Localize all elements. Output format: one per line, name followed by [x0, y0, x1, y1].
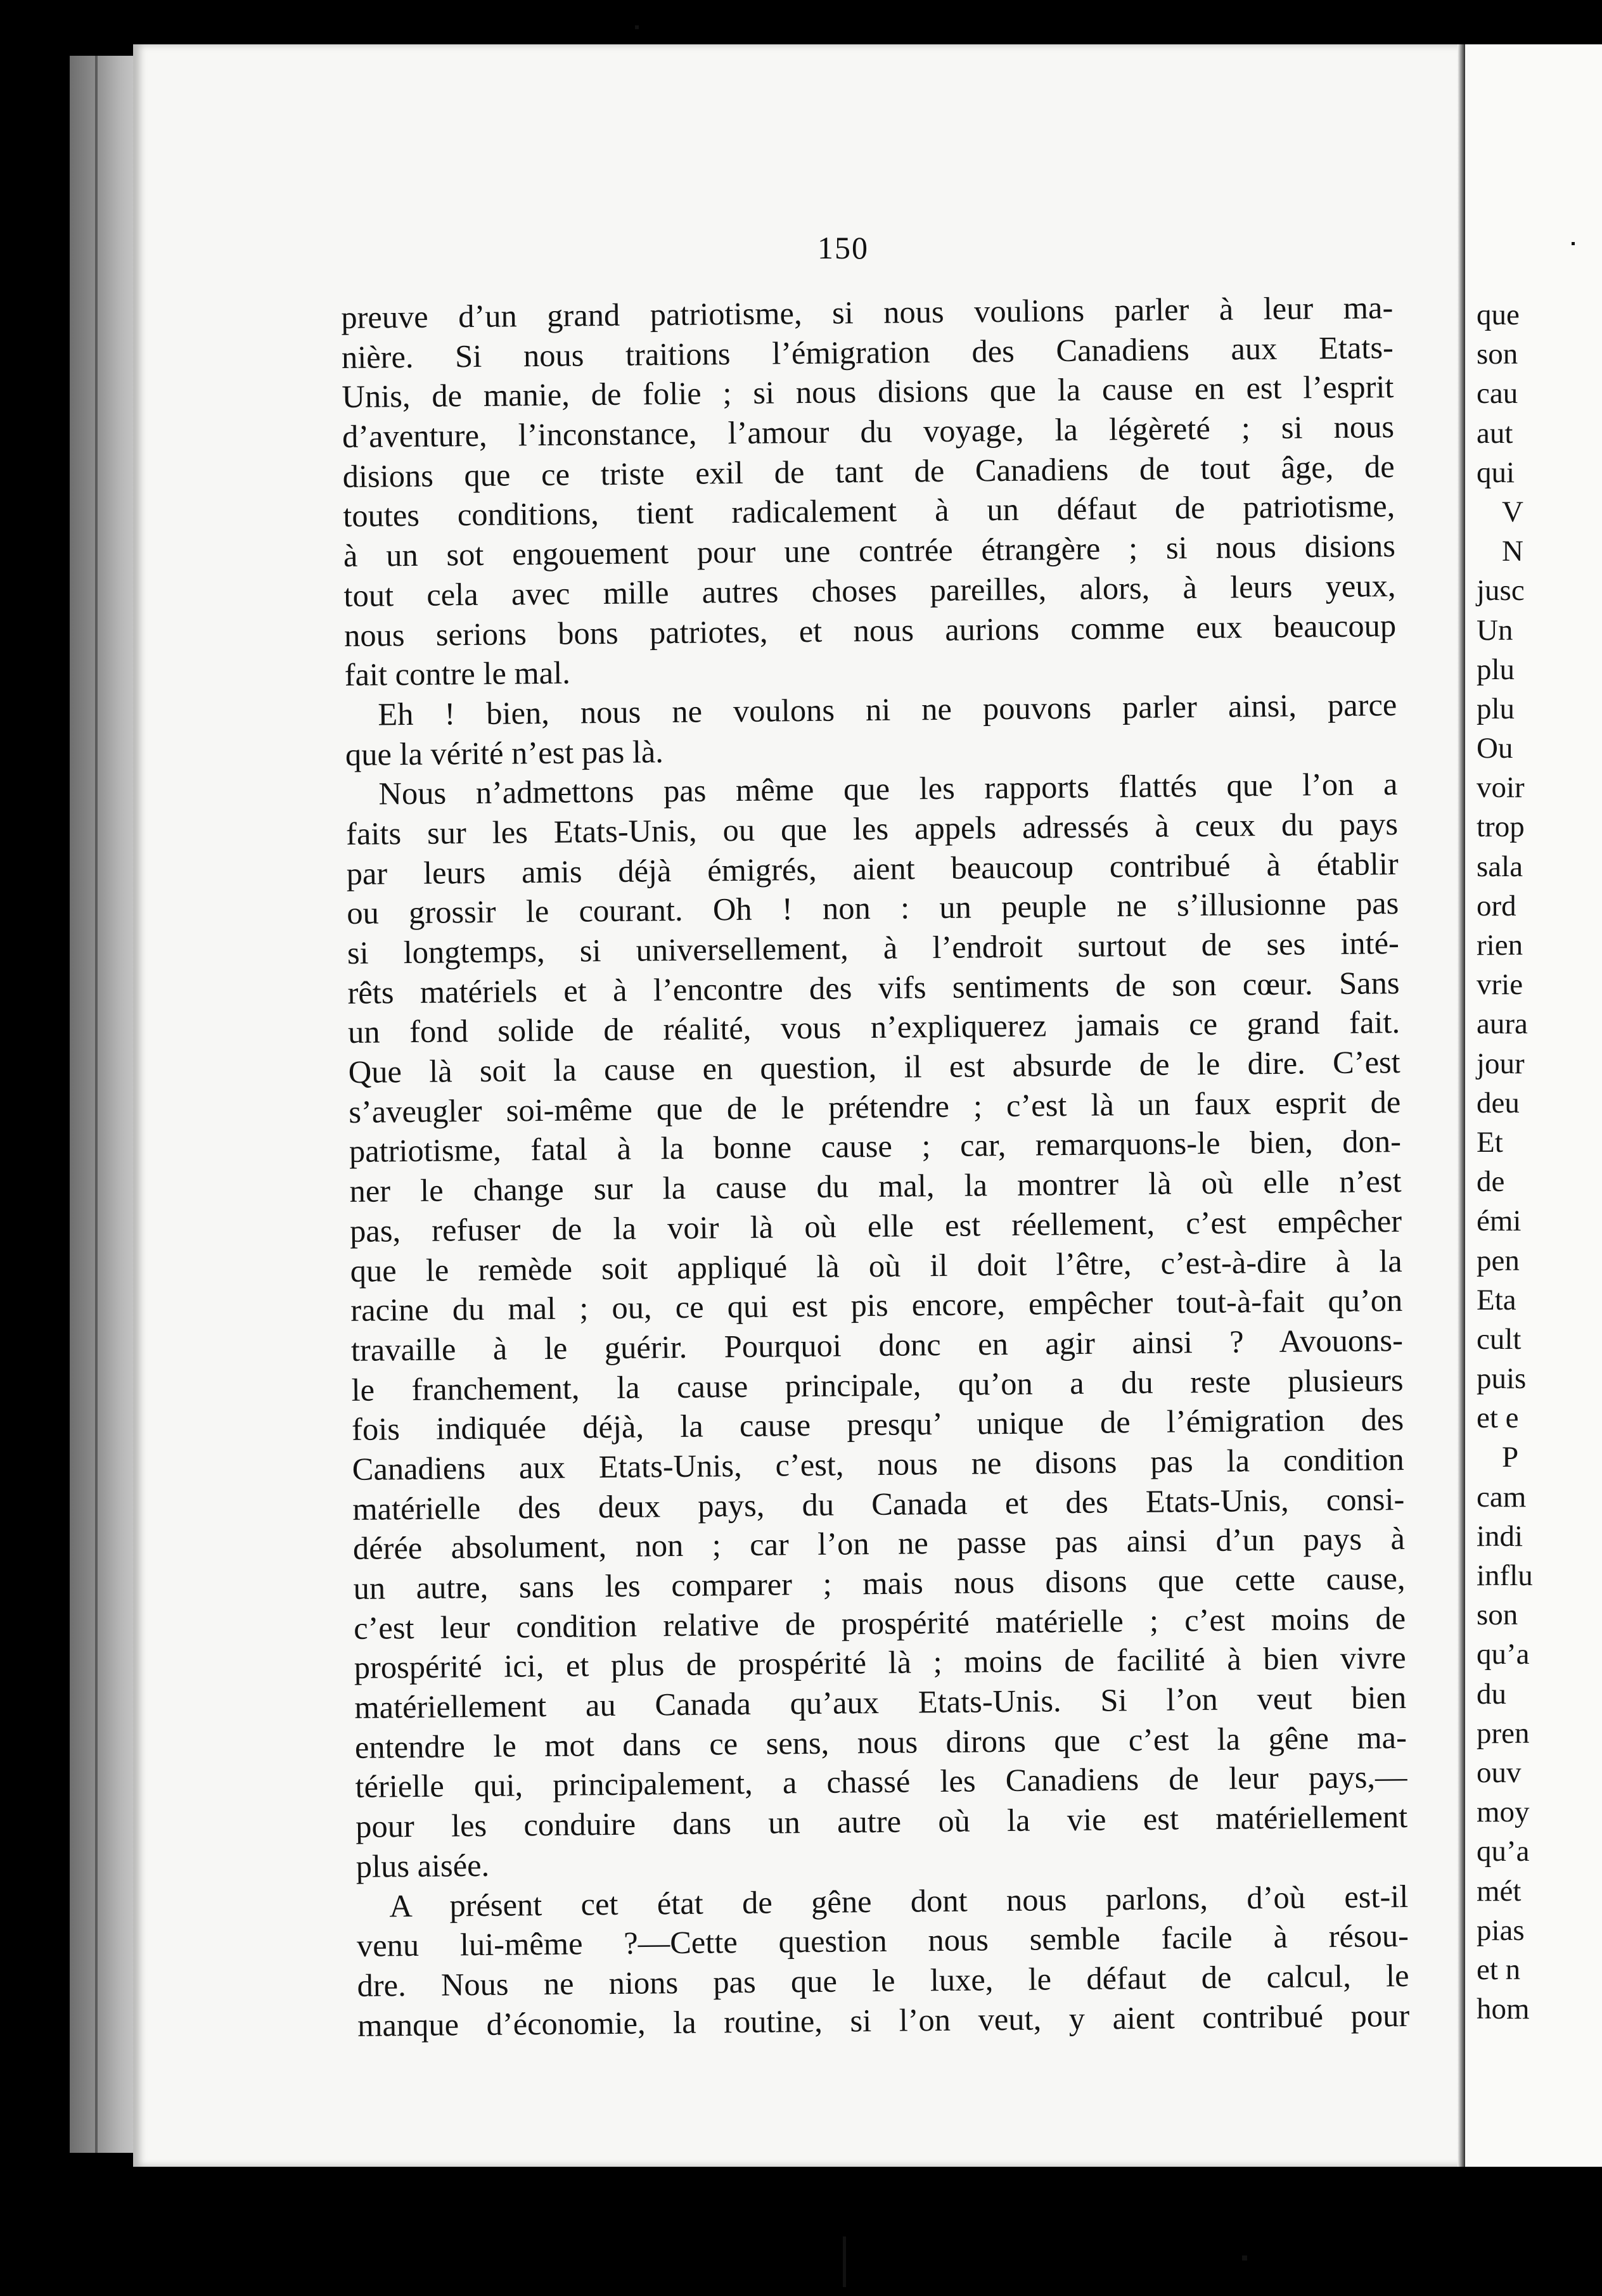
text-line: térielle qui, principalement, a chassé les Canadiens de leur pays,— — [355, 1759, 1407, 1805]
text-line: un fond solide de réalité, vous n’expliquerez jamais ce grand fait. — [347, 1004, 1400, 1050]
facing-page-fragment: pen — [1477, 1244, 1520, 1277]
text-line: si longtemps, si universellement, à l’endroit surtout de ses inté- — [347, 925, 1400, 971]
facing-page-fragment: jusc — [1477, 574, 1525, 608]
facing-page-fragment: cult — [1477, 1322, 1522, 1356]
text-line: Que là soit la cause en question, il est absurde de le dire. C’est — [348, 1044, 1400, 1090]
text-line: disions que ce triste exil de tant de Canadiens de tout âge, de — [342, 448, 1395, 494]
facing-page-fragment: N — [1502, 535, 1523, 568]
facing-page-fragment: son — [1477, 338, 1518, 371]
facing-page-fragment: Un — [1477, 613, 1513, 647]
text-line: Unis, de manie, de folie ; si nous disions que la cause en est l’esprit — [342, 369, 1394, 415]
text-line: nière. Si nous traitions l’émigration des Canadiens aux Etats- — [341, 329, 1394, 375]
text-line: prospérité ici, et plus de prospérité là ; moins de facilité à bien vivre — [354, 1640, 1406, 1686]
scan-speck — [635, 25, 639, 29]
facing-page-fragment: hom — [1477, 1993, 1530, 2026]
facing-page-fragment: ouv — [1477, 1756, 1522, 1789]
facing-page-fragment: pias — [1477, 1913, 1525, 1947]
facing-page-fragment: influ — [1477, 1559, 1533, 1592]
text-line: ner le change sur la cause du mal, la montrer là où elle n’est — [349, 1163, 1402, 1209]
scan-speck — [843, 2236, 846, 2287]
text-line: A présent cet état de gêne dont nous parlons, d’où est-il — [389, 1878, 1409, 1923]
text-line: matérielle des deux pays, du Canada et des Etats-Unis, consi- — [352, 1481, 1405, 1527]
facing-page-fragment: jour — [1477, 1047, 1525, 1080]
text-line: dérée absolument, non ; car l’on ne passe pas ainsi d’un pays à — [352, 1521, 1406, 1567]
text-line: plus aisée. — [356, 1847, 490, 1884]
facing-page-fragment: trop — [1477, 810, 1525, 844]
facing-page-fragment: et n — [1477, 1953, 1521, 1986]
facing-page-fragment: Eta — [1477, 1283, 1516, 1317]
text-line: Nous n’admettons pas même que les rapports flattés que l’on a — [378, 766, 1398, 812]
text-line: que la vérité n’est pas là. — [345, 733, 664, 772]
facing-page-fragment: plu — [1477, 692, 1515, 725]
facing-page-fragment: vrie — [1477, 968, 1523, 1002]
page-number: 150 — [817, 230, 869, 265]
facing-page-fragment: cau — [1477, 377, 1518, 411]
text-line: pas, refuser de la voir là où elle est réellement, c’est empêcher — [349, 1202, 1402, 1249]
facing-page-fragment: puis — [1477, 1362, 1527, 1396]
text-line: ou grossir le courant. Oh ! non : un peuple ne s’illusionne pas — [347, 885, 1399, 931]
text-line: nous serions bons patriotes, et nous aurions comme eux beaucoup — [343, 607, 1397, 653]
text-line: que le remède soit appliqué là où il doit l’être, c’est-à-dire à la — [350, 1242, 1402, 1289]
facing-page-fragment: cam — [1477, 1480, 1527, 1514]
facing-page-fragment: et e — [1477, 1401, 1519, 1435]
text-line: Canadiens aux Etats-Unis, c’est, nous ne disons pas la condition — [352, 1441, 1404, 1487]
text-line: dre. Nous ne nions pas que le luxe, le défaut de calcul, le — [357, 1957, 1409, 2003]
facing-page-fragment: aut — [1477, 416, 1513, 450]
facing-page-fragment: aura — [1477, 1007, 1528, 1041]
body-text — [341, 288, 1409, 2045]
facing-page-fragment: sala — [1477, 850, 1523, 883]
text-line: pour les conduire dans un autre où la vie est matériellement — [355, 1799, 1408, 1845]
facing-page-fragment: émi — [1477, 1204, 1522, 1238]
text-line: c’est leur condition relative de prospérité matérielle ; c’est moins de — [353, 1600, 1406, 1646]
text-line: travaille à le guérir. Pourquoi donc en agir ainsi ? Avouons- — [350, 1322, 1404, 1368]
text-line: matériellement au Canada qu’aux Etats-Unis. Si l’on veut bien — [354, 1680, 1407, 1725]
page-gutter — [1458, 44, 1465, 2167]
text-line: entendre le mot dans ce sens, nous dirons que c’est la gêne ma- — [354, 1719, 1407, 1765]
facing-page-fragment: qu’a — [1477, 1638, 1530, 1671]
facing-page-fragment: Ou — [1477, 732, 1513, 765]
text-line: fois indiquée déjà, la cause presqu’ unique de l’émigration des — [351, 1401, 1404, 1448]
scan-speck — [1242, 2255, 1247, 2261]
facing-page-fragment: deu — [1477, 1086, 1520, 1119]
text-line: d’aventure, l’inconstance, l’amour du voyage, la légèreté ; si nous — [342, 409, 1395, 455]
facing-page-fragment: de — [1477, 1165, 1505, 1199]
facing-page-fragment: mét — [1477, 1874, 1522, 1908]
scan-speck — [1572, 242, 1575, 245]
text-line: fait contre le mal. — [344, 654, 571, 693]
text-line: tout cela avec mille autres choses pareilles, alors, à leurs yeux, — [343, 567, 1396, 613]
text-line: manque d’économie, la routine, si l’on veut, y aient contribué pour — [357, 1997, 1410, 2043]
text-line: rêts matériels et à l’encontre des vifs sentiments de son cœur. Sans — [347, 964, 1400, 1011]
text-line: toutes conditions, tient radicalement à un défaut de patriotisme, — [343, 488, 1395, 534]
text-line: faits sur les Etats-Unis, ou que les appels adressés à ceux du pays — [345, 805, 1399, 851]
text-line: venu lui-même ?—Cette question nous semble facile à résou- — [356, 1918, 1409, 1964]
text-line: par leurs amis déjà émigrés, aient beaucoup contribué à établir — [346, 845, 1399, 891]
text-line: un autre, sans les comparer ; mais nous disons que cette cause, — [353, 1560, 1406, 1606]
facing-page-text — [1477, 295, 1533, 2029]
facing-page-fragment: voir — [1477, 771, 1525, 805]
facing-page-fragment: Et — [1477, 1125, 1503, 1159]
text-line: Eh ! bien, nous ne voulons ni ne pouvons parler ainsi, parce — [378, 686, 1397, 732]
text-line: le franchement, la cause principale, qu’on a du reste plusieurs — [351, 1362, 1404, 1408]
facing-page-fragment: pren — [1477, 1716, 1530, 1750]
facing-page-fragment: V — [1502, 495, 1523, 528]
facing-page-fragment: moy — [1477, 1795, 1530, 1829]
facing-page-fragment: qu’a — [1477, 1835, 1530, 1868]
facing-page-fragment: P — [1502, 1441, 1519, 1474]
facing-page-fragment: son — [1477, 1598, 1518, 1632]
facing-page-fragment: que — [1477, 298, 1520, 331]
text-line: s’aveugler soi-même que de le prétendre ; c’est là un faux esprit de — [349, 1083, 1401, 1130]
facing-page-fragment: indi — [1477, 1519, 1523, 1553]
facing-page-fragment: plu — [1477, 653, 1515, 686]
text-line: preuve d’un grand patriotisme, si nous voulions parler à leur ma- — [341, 290, 1394, 335]
facing-page-fragment: du — [1477, 1677, 1506, 1711]
facing-page-fragment: ord — [1477, 889, 1516, 922]
facing-page-fragment: qui — [1477, 456, 1515, 489]
text-line: à un sot engouement pour une contrée étrangère ; si nous disions — [343, 528, 1396, 574]
text-line: patriotisme, fatal à la bonne cause ; car, remarquons-le bien, don- — [349, 1123, 1402, 1170]
facing-page-fragment: rien — [1477, 929, 1523, 962]
text-line: racine du mal ; ou, ce qui est pis encore, empêcher tout-à-fait qu’on — [350, 1282, 1403, 1329]
